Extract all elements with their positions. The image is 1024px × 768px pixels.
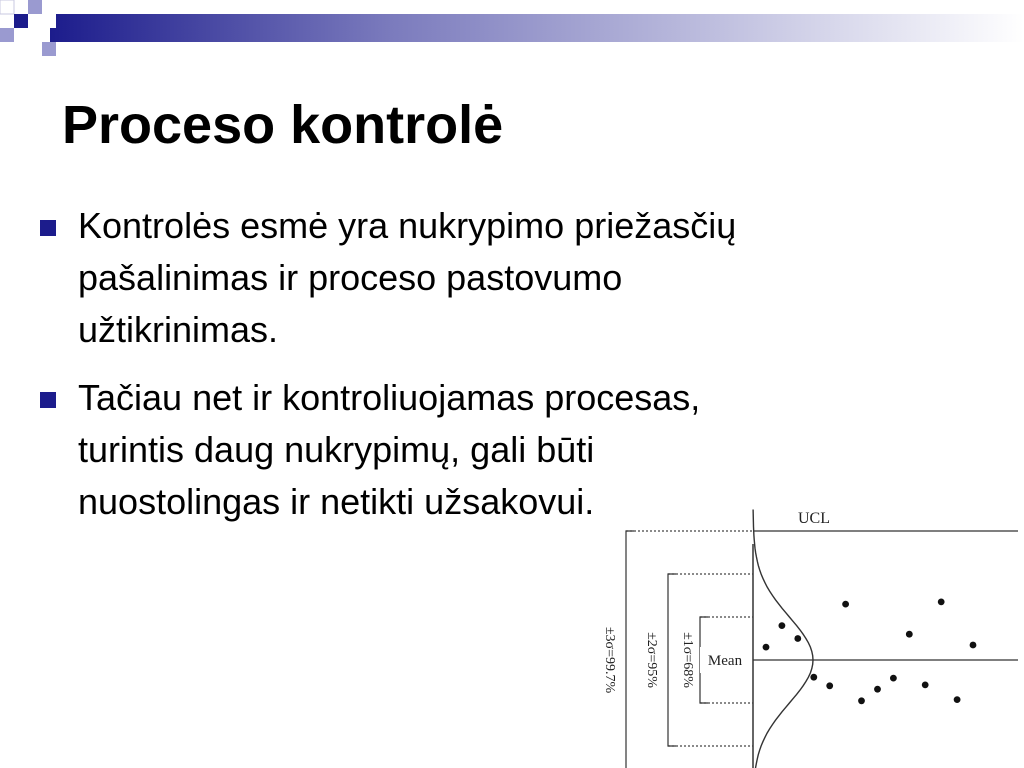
bullet-line: turintis daug nukrypimų, gali būti xyxy=(78,429,595,470)
bullet-line: nuostolingas ir netikti užsakovui. xyxy=(78,481,595,522)
data-point xyxy=(874,686,881,693)
data-point xyxy=(970,642,977,649)
ucl-label: UCL xyxy=(798,510,830,527)
top-decoration-band xyxy=(0,0,1024,60)
normal-curve xyxy=(753,510,813,768)
bullet-item xyxy=(40,200,940,356)
data-point xyxy=(858,697,865,704)
bullet-square-icon xyxy=(40,392,56,408)
data-point xyxy=(763,644,770,651)
data-point xyxy=(810,674,817,681)
data-point xyxy=(954,696,961,703)
sigma-label: ±3σ=99.7% xyxy=(602,626,617,694)
sigma-label: ±2σ=95% xyxy=(644,632,659,688)
bullet-line: pašalinimas ir proceso pastovumo xyxy=(78,257,623,298)
sigma-label: ±1σ=68% xyxy=(680,632,695,688)
control-chart xyxy=(588,510,1024,768)
data-point xyxy=(906,631,913,638)
bullet-list xyxy=(40,200,940,544)
data-point xyxy=(794,635,801,642)
data-point xyxy=(938,599,945,606)
slide-title: Proceso kontrolė xyxy=(62,95,504,155)
bullet-line: užtikrinimas. xyxy=(78,309,279,350)
bullet-item xyxy=(40,372,940,528)
sigma-bracket xyxy=(668,574,676,746)
bullet-square-icon xyxy=(40,220,56,236)
mean-label: Mean xyxy=(707,653,743,669)
bullet-line: Kontrolės esmė yra nukrypimo priežasčių xyxy=(78,205,737,246)
data-point xyxy=(890,675,897,682)
bullet-line: Tačiau net ir kontroliuojamas procesas, xyxy=(78,377,701,418)
data-point xyxy=(779,622,786,629)
data-point xyxy=(842,601,849,608)
data-point xyxy=(826,682,833,689)
data-point xyxy=(922,682,929,689)
sigma-bracket xyxy=(626,531,634,768)
